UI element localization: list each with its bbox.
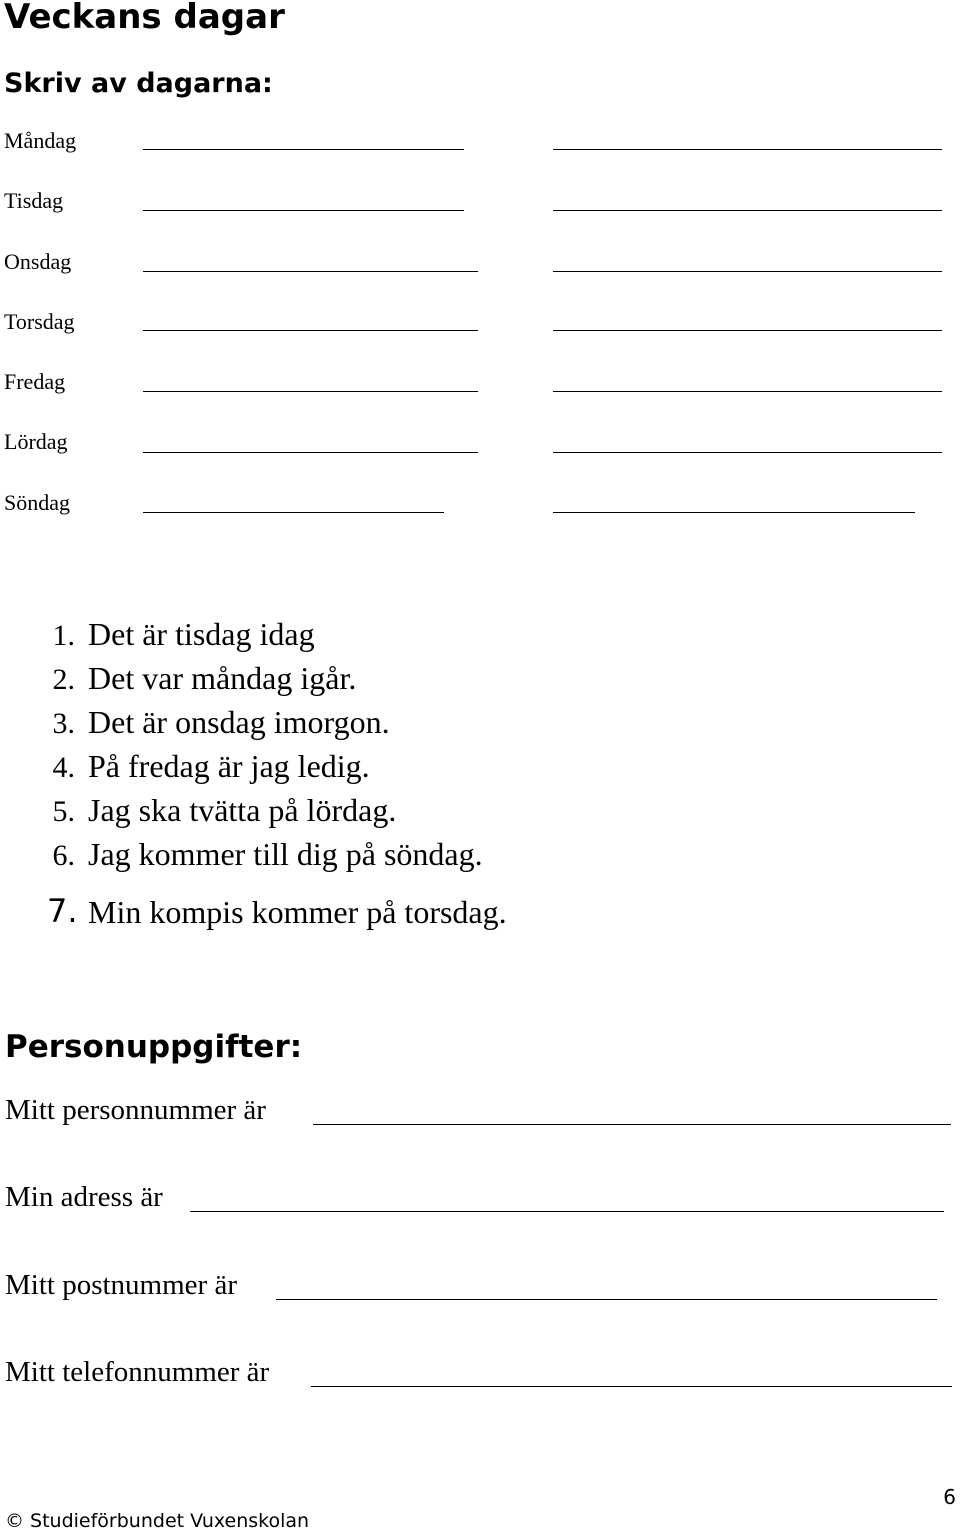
field-label-address: Min adress är — [5, 1181, 163, 1213]
write-line — [553, 210, 942, 211]
day-label-wednesday: Onsdag — [4, 249, 72, 274]
day-label-friday: Fredag — [4, 369, 66, 394]
write-line — [143, 391, 478, 392]
field-label-personal-number: Mitt personnummer är — [5, 1094, 266, 1126]
list-number: 3. — [52, 707, 75, 740]
write-line — [311, 1386, 952, 1387]
day-label-saturday: Lördag — [4, 429, 68, 454]
sentence-text: På fredag är jag ledig. — [88, 748, 370, 784]
list-number: 6. — [52, 839, 75, 872]
footer-copyright: © Studieförbundet Vuxenskolan — [5, 1510, 310, 1532]
write-line — [276, 1299, 937, 1300]
sentence-text: Min kompis kommer på torsdag. — [88, 894, 507, 930]
sentence-text: Det var måndag igår. — [88, 660, 357, 696]
write-line — [553, 512, 915, 513]
day-label-tuesday: Tisdag — [4, 188, 64, 213]
sentence-text: Det är tisdag idag — [88, 616, 315, 652]
list-number: 1. — [52, 619, 75, 652]
write-line — [553, 149, 942, 150]
write-line — [143, 149, 464, 150]
field-label-phone-number: Mitt telefonnummer är — [5, 1356, 270, 1388]
write-line — [143, 452, 478, 453]
write-line — [553, 391, 942, 392]
list-number: 4. — [52, 751, 75, 784]
write-line — [313, 1124, 951, 1125]
write-line — [553, 330, 942, 331]
page-title: Veckans dagar — [4, 0, 285, 37]
exercise-instruction: Skriv av dagarna: — [4, 68, 273, 99]
day-label-monday: Måndag — [4, 128, 77, 153]
section-heading: Personuppgifter: — [5, 1029, 303, 1065]
write-line — [143, 271, 478, 272]
page-number: 6 — [943, 1485, 956, 1509]
day-label-thursday: Torsdag — [4, 309, 75, 334]
write-line — [143, 330, 478, 331]
sentence-text: Jag ska tvätta på lördag. — [88, 792, 397, 828]
field-label-postal-code: Mitt postnummer är — [5, 1269, 237, 1301]
list-number: 5. — [52, 795, 75, 828]
day-label-sunday: Söndag — [4, 490, 70, 515]
write-line — [190, 1211, 944, 1212]
sentence-text: Jag kommer till dig på söndag. — [88, 836, 483, 872]
write-line — [143, 210, 464, 211]
write-line — [553, 452, 942, 453]
list-number: 2. — [52, 663, 75, 696]
sentence-text: Det är onsdag imorgon. — [88, 704, 390, 740]
write-line — [143, 512, 444, 513]
write-line — [553, 271, 942, 272]
list-number: 7. — [47, 892, 78, 930]
